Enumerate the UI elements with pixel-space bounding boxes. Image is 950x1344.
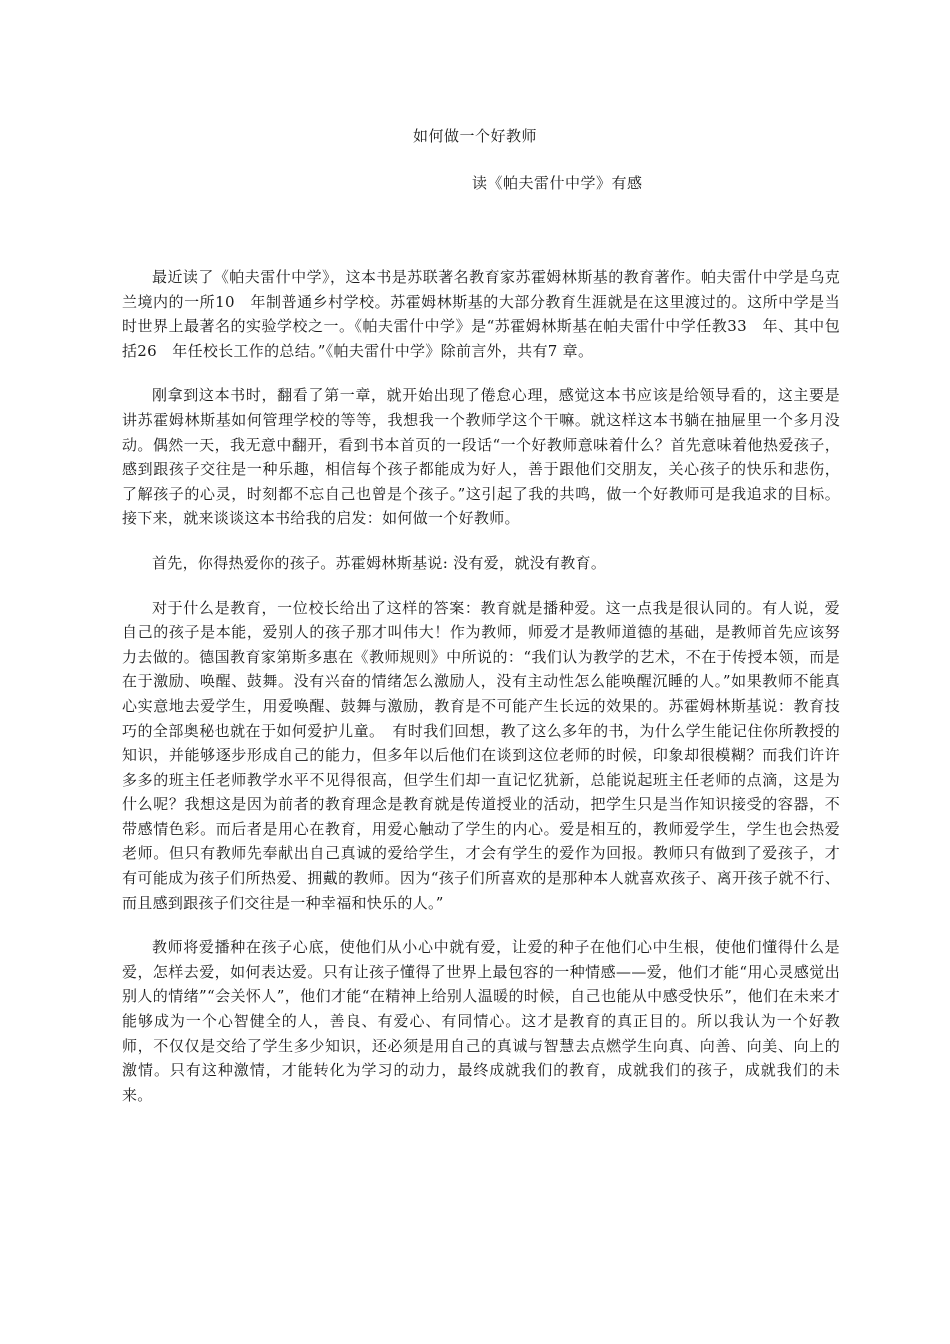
paragraph-2: 刚拿到这本书时，翻看了第一章，就开始出现了倦怠心理，感觉这本书应该是给领导看的，这主要是讲苏霍姆林斯基如何管理学校的等等，我想我一个教师学这个干嘛。就这样这本书躺在抽屉里一个多月没动。偶然一天，我无意中翻开，看到书本首页的一段话“一个好教师意味着什么？首先意味着他热爱孩子，感到跟孩子交往是一种乐趣，相信每个孩子都能成为好人，善于跟他们交朋友，关心孩子的快乐和悲伤，了解孩子的心灵，时刻都不忘自己也曾是个孩子。”这引起了我的共鸣，做一个好教师可是我追求的目标。接下来，就来谈谈这本书给我的启发：如何做一个好教师。 — [122, 386, 840, 528]
paragraph-3: 首先，你得热爱你的孩子。苏霍姆林斯基说: 没有爱，就没有教育。 — [152, 553, 607, 572]
document-body — [122, 265, 840, 1127]
paragraph-1: 最近读了《帕夫雷什中学》，这本书是苏联著名教育家苏霍姆林斯基的教育著作。帕夫雷什中学是乌克兰境内的一所10 年制普通乡村学校。苏霍姆林斯基的大部分教育生涯就是在这里渡过的。这所中学是当时世界上最著名的实验学校之一。《帕夫雷什中学》是“苏霍姆林斯基在帕夫雷什中学任教33 年、其中包括26 年任校长工作的总结。”《帕夫雷什中学》除前言外，共有7 章。 — [122, 268, 840, 360]
document-title: 如何做一个好教师 — [412, 127, 537, 145]
paragraph-5: 教师将爱播种在孩子心底，使他们从小心中就有爱，让爱的种子在他们心中生根，使他们懂得什么是爱，怎样去爱，如何表达爱。只有让孩子懂得了世界上最包容的一种情感——爱，他们才能“用心灵感觉出别人的情绪”“会关怀人”，他们才能“在精神上给别人温暖的时候，自己也能从中感受快乐”，他们在未来才能够成为一个心智健全的人，善良、有爱心、有同情心。这才是教育的真正目的。所以我认为一个好教师，不仅仅是交给了学生多少知识，还必须是用自己的真诚与智慧去点燃学生向真、向善、向美、向上的激情。只有这种激情，才能转化为学习的动力，最终成就我们的教育，成就我们的孩子，成就我们的未来。 — [122, 938, 840, 1104]
document-subtitle: 读《帕夫雷什中学》有感 — [472, 174, 643, 192]
paragraph-4: 对于什么是教育，一位校长给出了这样的答案：教育就是播种爱。这一点我是很认同的。有人说，爱自己的孩子是本能，爱别人的孩子那才叫伟大！作为教师，师爱才是教师道德的基础，是教师首先应该努力去做的。德国教育家第斯多惠在《教师规则》中所说的：“我们认为教学的艺术，不在于传授本领，而是在于激励、唤醒、鼓舞。没有兴奋的情绪怎么激励人，没有主动性怎么能唤醒沉睡的人。”如果教师不能真心实意地去爱学生，用爱唤醒、鼓舞与激励，教育是不可能产生长远的效果的。苏霍姆林斯基说：教育技巧的全部奥秘也就在于如何爱护儿童。 有时我们回想，教了这么多年的书，为什么学生能记住你所教授的知识，并能够逐步形成自己的能力，但多年以后他们在谈到这位老师的时候，印象却很模糊？而我们许许多多的班主任老师教学水平不见得很高，但学生们却一直记忆犹新，总能说起班主任老师的点滴，这是为什么呢？我想这是因为前者的教育理念是教育就是传道授业的活动，把学生只是当作知识接受的容器，不带感情色彩。而后者是用心在教育，用爱心触动了学生的内心。爱是相互的，教师爱学生，学生也会热爱老师。但只有教师先奉献出自己真诚的爱给学生，才会有学生的爱作为回报。教师只有做到了爱孩子，才有可能成为孩子们所热爱、拥戴的教师。因为“孩子们所喜欢的是那种本人就喜欢孩子、离开孩子就不行、而且感到跟孩子们交往是一种幸福和快乐的人。” — [122, 598, 840, 912]
